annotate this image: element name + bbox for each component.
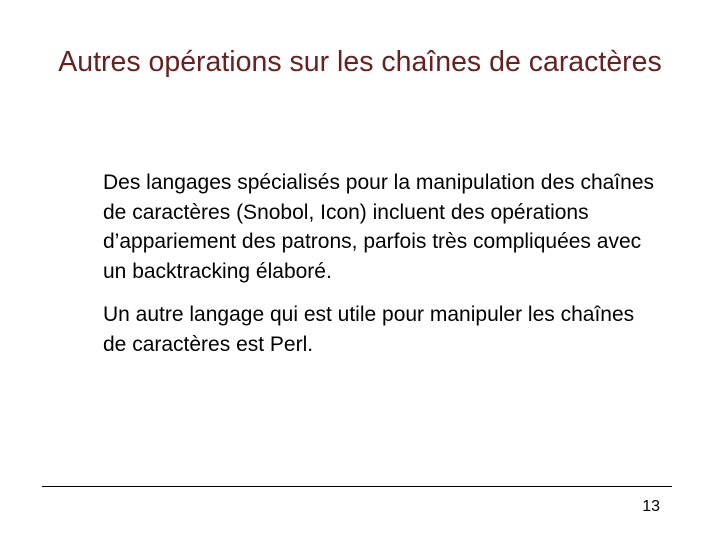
slide-title: Autres opérations sur les chaînes de caractères [58, 46, 662, 78]
page-number: 13 [642, 498, 660, 515]
body-paragraph-2: Un autre langage qui est utile pour manipuler les chaînes de caractères est Perl. [103, 303, 635, 356]
body-paragraph-1: Des langages spécialisés pour la manipulation des chaînes de caractères (Snobol, Icon) incluent des opérations d’appariement des patrons, parfois très compliquées avec un backtracking élaboré. [103, 171, 655, 283]
footer-divider [42, 486, 672, 487]
slide-body [103, 168, 663, 359]
